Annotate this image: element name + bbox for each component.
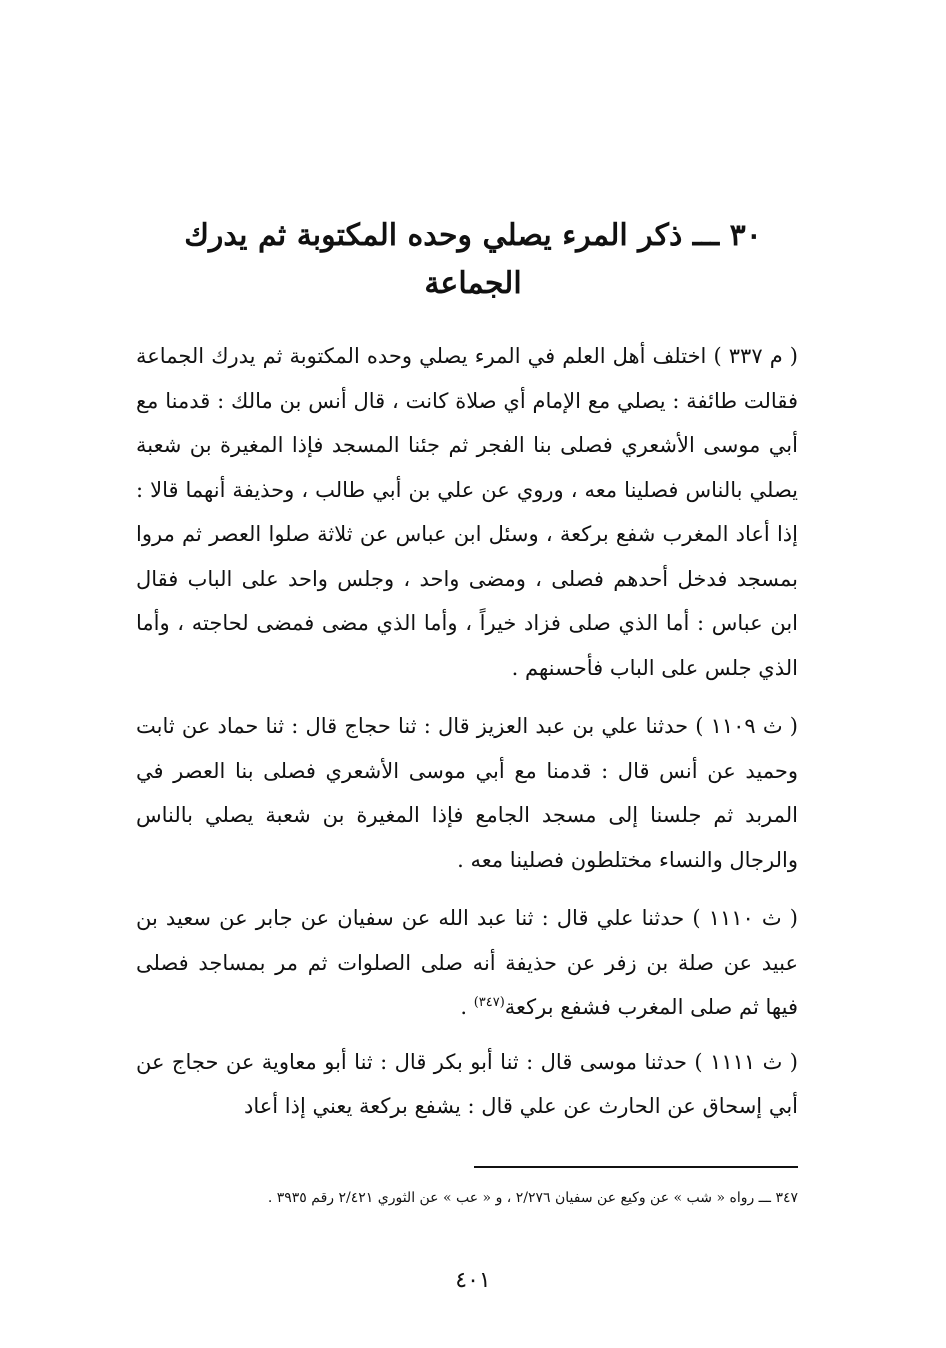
- reference-label: ( م ٣٣٧ ): [713, 344, 798, 368]
- reference-label: ( ث ١١١١ ): [694, 1049, 798, 1074]
- paragraph-tail: .: [460, 995, 474, 1019]
- paragraph-text: حدثنا علي بن عبد العزيز قال : ثنا حجاج قال : ثنا حماد عن ثابت وحميد عن أنس قال : قدمنا مع أبي موسى الأشعري فصلى بنا العصر في المربد ثم جلسنا إلى مسجد الجامع فإذا المغيرة بن شعبة يصلي بالناس والرجال والنساء مختلطون فصلينا معه .: [136, 714, 798, 872]
- paragraph-t1111: [136, 1040, 798, 1129]
- footnote: ٣٤٧ ـــ رواه « شب » عن وكيع عن سفيان ٢/٢٧٦ ، و « عب » عن الثوري ٢/٤٢١ رقم ٣٩٣٥ .: [267, 1190, 798, 1206]
- paragraph-t1110: [136, 896, 798, 1030]
- footnote-divider: [474, 1166, 798, 1168]
- chapter-title: ٣٠ ـــ ذكر المرء يصلي وحده المكتوبة ثم يدرك الجماعة: [184, 218, 762, 301]
- paragraph-text: حدثنا علي قال : ثنا عبد الله عن سفيان عن جابر عن سعيد بن عبيد عن صلة بن زفر عن حذيفة أنه صلى الصلوات ثم مر بمساجد فصلى فيها ثم صلى المغرب فشفع بركعة: [136, 906, 798, 1019]
- footnote-reference[interactable]: (٣٤٧): [473, 995, 505, 1010]
- page-number: ٤٠١: [455, 1268, 491, 1293]
- paragraph-text: حدثنا موسى قال : ثنا أبو بكر قال : ثنا أبو معاوية عن حجاج عن أبي إسحاق عن الحارث عن علي قال : يشفع بركعة يعني إذا أعاد: [136, 1049, 798, 1118]
- main-text: [136, 334, 798, 1143]
- paragraph-m337: [136, 334, 798, 690]
- paragraph-t1109: [136, 704, 798, 882]
- paragraph-text: اختلف أهل العلم في المرء يصلي وحده المكتوبة ثم يدرك الجماعة فقالت طائفة : يصلي مع الإمام أي صلاة كانت ، قال أنس بن مالك : قدمنا مع أبي موسى الأشعري فصلى بنا الفجر ثم جئنا المسجد فإذا المغيرة بن شعبة يصلي بالناس فصلينا معه ، وروي عن علي بن أبي طالب ، وحذيفة أنهما قالا : إذا أعاد المغرب شفع بركعة ، وسئل ابن عباس عن ثلاثة صلوا العصر ثم مروا بمسجد فدخل أحدهم فصلى ، ومضى واحد ، وجلس واحد على الباب فقال ابن عباس : أما الذي صلى فزاد خيراً ، وأما الذي مضى فمضى لحاجته ، وأما الذي جلس على الباب فأحسنهم .: [136, 344, 798, 680]
- reference-label: ( ث ١١١٠ ): [692, 906, 798, 930]
- reference-label: ( ث ١١٠٩ ): [695, 714, 798, 738]
